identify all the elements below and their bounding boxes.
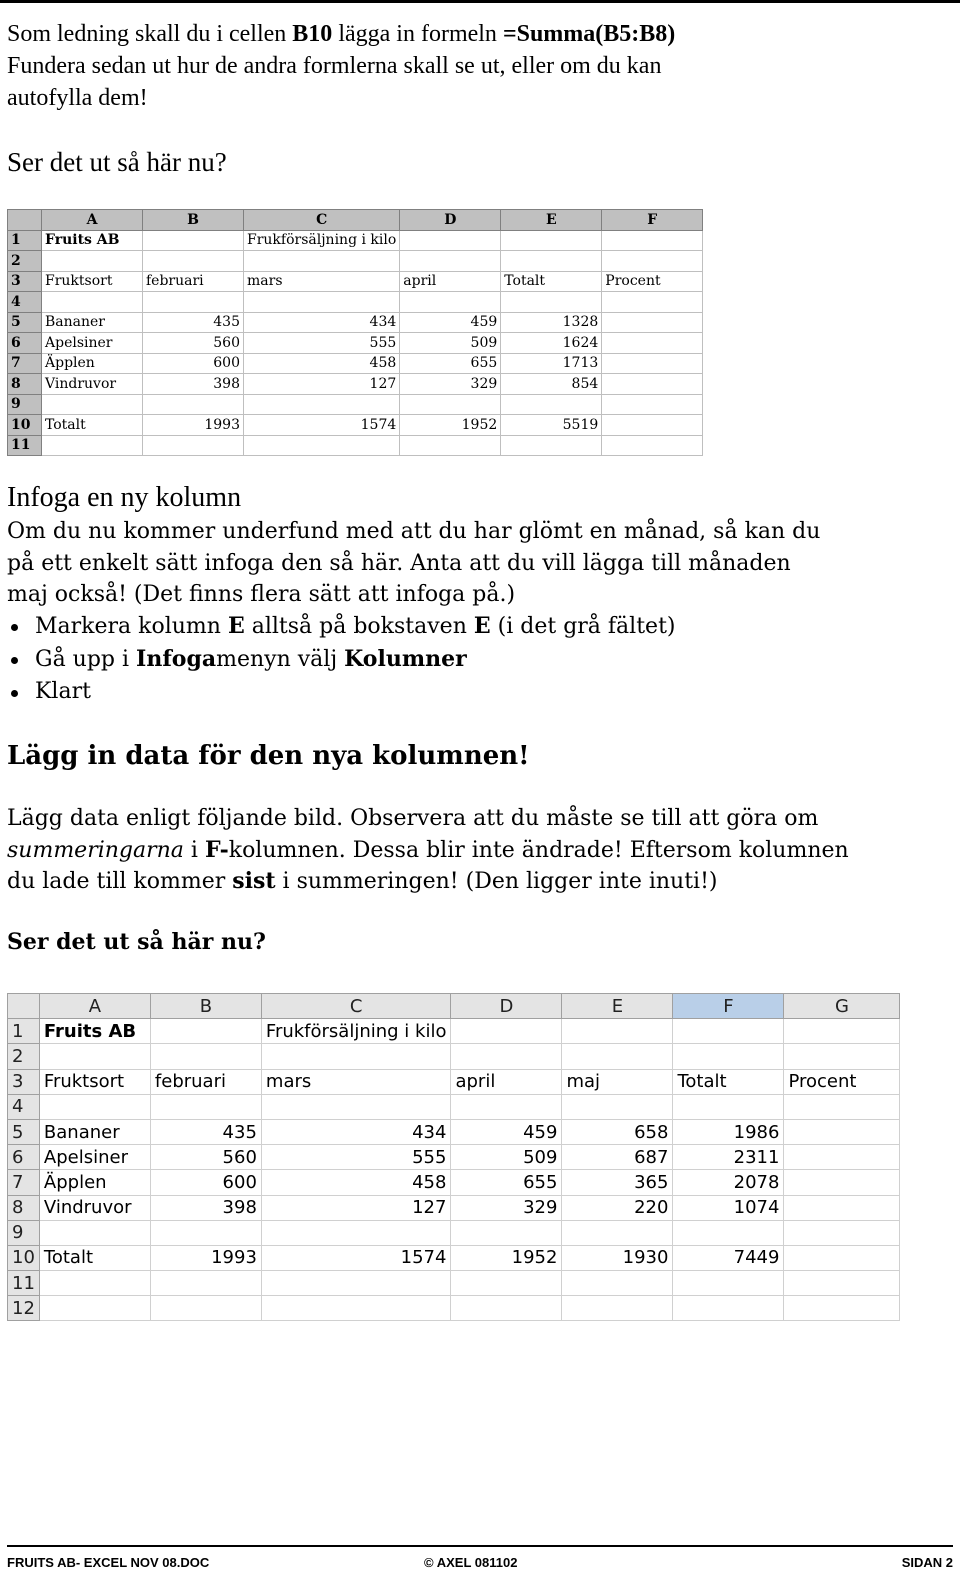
para-bold: sist: [232, 868, 276, 894]
row-header[interactable]: 8: [8, 374, 42, 395]
table-row: [8, 1145, 900, 1170]
table-cell[interactable]: [602, 415, 703, 436]
table-cell[interactable]: 655: [400, 353, 501, 374]
table-cell[interactable]: [673, 1094, 784, 1119]
table-cell[interactable]: 509: [451, 1145, 562, 1170]
table-cell[interactable]: mars: [244, 271, 400, 292]
table-cell[interactable]: [501, 230, 602, 251]
table-cell[interactable]: 1952: [400, 415, 501, 436]
table-cell[interactable]: Bananer: [39, 1119, 150, 1144]
table-cell[interactable]: 459: [451, 1119, 562, 1144]
table-cell[interactable]: [673, 1296, 784, 1321]
table-cell[interactable]: [451, 1019, 562, 1044]
row-header[interactable]: 6: [8, 1145, 40, 1170]
table-cell[interactable]: 7449: [673, 1245, 784, 1270]
table-cell[interactable]: [150, 1296, 261, 1321]
table-cell[interactable]: Frukförsäljning i kilo: [261, 1019, 451, 1044]
table-cell[interactable]: [143, 251, 244, 272]
column-header[interactable]: B: [143, 210, 244, 231]
table-cell[interactable]: 434: [244, 312, 400, 333]
list-text: alltså på bokstaven: [244, 614, 474, 639]
table-cell[interactable]: [673, 1019, 784, 1044]
row-header[interactable]: 11: [8, 1271, 40, 1296]
table-cell[interactable]: Procent: [784, 1069, 900, 1094]
table-cell[interactable]: [42, 435, 143, 456]
row-header[interactable]: 7: [8, 353, 42, 374]
table-cell[interactable]: 854: [501, 374, 602, 395]
para-line: Lägg data enligt följande bild. Observera att du måste se till att göra om: [7, 806, 819, 831]
table-cell[interactable]: april: [451, 1069, 562, 1094]
sheet-2-body: [8, 1019, 900, 1321]
table-cell[interactable]: [602, 251, 703, 272]
table-cell[interactable]: Fruits AB: [42, 230, 143, 251]
row-header[interactable]: 5: [8, 312, 42, 333]
table-cell[interactable]: 1952: [451, 1245, 562, 1270]
table-cell[interactable]: 555: [261, 1145, 451, 1170]
table-cell[interactable]: 1713: [501, 353, 602, 374]
table-cell[interactable]: 1574: [244, 415, 400, 436]
heading-insert-column: Infoga en ny kolumn: [7, 482, 242, 513]
table-cell[interactable]: [602, 333, 703, 354]
table-cell[interactable]: Fruktsort: [39, 1069, 150, 1094]
intro-line-1: [7, 18, 675, 50]
table-cell[interactable]: [784, 1296, 900, 1321]
table-cell[interactable]: Äpplen: [42, 353, 143, 374]
table-cell[interactable]: [784, 1170, 900, 1195]
table-cell[interactable]: [400, 394, 501, 415]
select-all-corner[interactable]: [8, 210, 42, 231]
table-cell[interactable]: 655: [451, 1170, 562, 1195]
table-row: [8, 1296, 900, 1321]
table-cell[interactable]: [261, 1220, 451, 1245]
table-cell[interactable]: 329: [400, 374, 501, 395]
table-cell[interactable]: [501, 435, 602, 456]
intro-question: Ser det ut så här nu?: [7, 147, 227, 177]
row-header[interactable]: 6: [8, 333, 42, 354]
row-header[interactable]: 1: [8, 230, 42, 251]
table-cell[interactable]: [244, 251, 400, 272]
sheet-1-body: [8, 230, 703, 456]
intro-line-3: autofylla dem!: [7, 85, 148, 111]
table-cell[interactable]: [602, 394, 703, 415]
table-cell[interactable]: [451, 1271, 562, 1296]
table-cell[interactable]: [143, 230, 244, 251]
list-text: Markera kolumn: [35, 614, 228, 639]
table-cell[interactable]: [39, 1044, 150, 1069]
table-cell[interactable]: [784, 1019, 900, 1044]
table-cell[interactable]: Vindruvor: [39, 1195, 150, 1220]
add-data-paragraph: [7, 803, 849, 898]
para-text: du lade till kommer: [7, 869, 233, 894]
row-header[interactable]: 9: [8, 394, 42, 415]
table-cell[interactable]: 2078: [673, 1170, 784, 1195]
table-cell[interactable]: [673, 1044, 784, 1069]
table-cell[interactable]: [562, 1044, 673, 1069]
row-header[interactable]: 2: [8, 1044, 40, 1069]
table-cell[interactable]: [784, 1271, 900, 1296]
table-cell[interactable]: [244, 435, 400, 456]
table-cell[interactable]: 398: [150, 1195, 261, 1220]
table-cell[interactable]: [400, 435, 501, 456]
para-text: i summeringen! (Den ligger inte inuti!): [275, 869, 718, 894]
table-cell[interactable]: 1986: [673, 1119, 784, 1144]
table-cell[interactable]: 600: [143, 353, 244, 374]
table-row: [8, 1195, 900, 1220]
table-cell[interactable]: [244, 292, 400, 313]
list-text: Gå upp i: [35, 647, 137, 672]
top-rule: [0, 0, 960, 3]
page-footer: [7, 1545, 953, 1573]
table-cell[interactable]: 329: [451, 1195, 562, 1220]
para-italic: summeringarna: [7, 837, 184, 863]
table-cell[interactable]: [400, 292, 501, 313]
intro-text-part: lägga in formeln: [332, 21, 503, 47]
column-header[interactable]: E: [562, 994, 673, 1019]
column-header[interactable]: D: [400, 210, 501, 231]
column-header[interactable]: D: [451, 994, 562, 1019]
table-cell[interactable]: [244, 394, 400, 415]
table-cell[interactable]: [562, 1296, 673, 1321]
list-bold: E: [473, 613, 491, 639]
table-row: [8, 230, 703, 251]
table-cell[interactable]: 458: [244, 353, 400, 374]
table-row: [8, 251, 703, 272]
column-header-selected[interactable]: F: [673, 994, 784, 1019]
table-cell[interactable]: 5519: [501, 415, 602, 436]
table-cell[interactable]: 435: [143, 312, 244, 333]
table-cell[interactable]: [39, 1220, 150, 1245]
intro-text: [7, 18, 675, 178]
intro-text-part: Som ledning skall du i cellen: [7, 21, 293, 47]
table-cell[interactable]: [451, 1220, 562, 1245]
para-text: i: [183, 837, 205, 863]
table-cell[interactable]: 1574: [261, 1245, 451, 1270]
table-cell[interactable]: 1993: [150, 1245, 261, 1270]
table-cell[interactable]: [501, 251, 602, 272]
table-cell[interactable]: Fruits AB: [39, 1019, 150, 1044]
table-row: [8, 374, 703, 395]
table-cell[interactable]: 509: [400, 333, 501, 354]
table-cell[interactable]: 2311: [673, 1145, 784, 1170]
table-cell[interactable]: [150, 1220, 261, 1245]
table-cell[interactable]: 1993: [143, 415, 244, 436]
second-question: Ser det ut så här nu?: [7, 929, 266, 955]
table-cell[interactable]: [784, 1245, 900, 1270]
table-cell[interactable]: mars: [261, 1069, 451, 1094]
table-cell[interactable]: [562, 1019, 673, 1044]
footer-copyright: © AXEL 081102: [424, 1555, 518, 1570]
row-header[interactable]: 10: [8, 415, 42, 436]
table-cell[interactable]: 435: [150, 1119, 261, 1144]
table-row: [8, 292, 703, 313]
table-cell[interactable]: Totalt: [42, 415, 143, 436]
table-cell[interactable]: [261, 1271, 451, 1296]
table-cell[interactable]: [602, 435, 703, 456]
formula-text: =Summa(B5:B8): [502, 21, 676, 47]
table-cell[interactable]: [562, 1220, 673, 1245]
table-cell[interactable]: [143, 435, 244, 456]
table-cell[interactable]: [602, 312, 703, 333]
table-cell[interactable]: Bananer: [42, 312, 143, 333]
table-cell[interactable]: [451, 1044, 562, 1069]
table-cell[interactable]: [501, 292, 602, 313]
table-cell[interactable]: 600: [150, 1170, 261, 1195]
table-row: [8, 1245, 900, 1270]
table-row: [8, 394, 703, 415]
table-cell[interactable]: 658: [562, 1119, 673, 1144]
table-cell[interactable]: [143, 394, 244, 415]
table-cell[interactable]: [42, 292, 143, 313]
table-row: [8, 1019, 900, 1044]
instruction-list: [7, 610, 676, 708]
table-row: [8, 312, 703, 333]
table-cell[interactable]: maj: [562, 1069, 673, 1094]
table-cell[interactable]: Apelsiner: [42, 333, 143, 354]
list-item: [7, 610, 676, 643]
table-row: [8, 353, 703, 374]
table-row: [8, 1044, 900, 1069]
list-item: [7, 643, 676, 676]
table-cell[interactable]: 127: [244, 374, 400, 395]
list-item: Klart: [7, 676, 676, 708]
list-bold: Infoga: [136, 646, 217, 672]
table-cell[interactable]: april: [400, 271, 501, 292]
row-header[interactable]: 12: [8, 1296, 40, 1321]
table-cell[interactable]: 220: [562, 1195, 673, 1220]
list-bold: Kolumner: [344, 646, 467, 672]
table-cell[interactable]: Procent: [602, 271, 703, 292]
table-cell[interactable]: [602, 292, 703, 313]
table-cell[interactable]: 459: [400, 312, 501, 333]
row-header[interactable]: 4: [8, 1094, 40, 1119]
para-text: kolumnen. Dessa blir inte ändrade! Eftersom kolumnen: [228, 837, 849, 863]
column-header[interactable]: E: [501, 210, 602, 231]
table-cell[interactable]: Apelsiner: [39, 1145, 150, 1170]
insert-column-paragraph: Om du nu kommer underfund med att du har glömt en månad, så kan du på ett enkelt sätt infoga den så här. Anta att du vill lägga till månaden maj också! (Det finns flera sätt att infoga på.): [7, 519, 821, 607]
intro-line-2: Fundera sedan ut hur de andra formlerna skall se ut, eller om du kan: [7, 53, 662, 79]
table-row: [8, 1170, 900, 1195]
para-line: [7, 866, 849, 898]
column-header[interactable]: F: [602, 210, 703, 231]
table-cell[interactable]: [602, 353, 703, 374]
table-row: [8, 415, 703, 436]
table-cell[interactable]: [143, 292, 244, 313]
table-cell[interactable]: 434: [261, 1119, 451, 1144]
table-cell[interactable]: [784, 1119, 900, 1144]
cell-reference: B10: [292, 21, 333, 47]
list-text: (i det grå fältet): [490, 614, 676, 639]
table-cell[interactable]: [673, 1271, 784, 1296]
spreadsheet-2: [7, 993, 900, 1321]
column-header[interactable]: A: [39, 994, 150, 1019]
table-cell[interactable]: 687: [562, 1145, 673, 1170]
column-header[interactable]: C: [244, 210, 400, 231]
table-cell[interactable]: [673, 1220, 784, 1245]
para-line: [7, 835, 849, 867]
table-cell[interactable]: 127: [261, 1195, 451, 1220]
table-row: [8, 271, 703, 292]
table-cell[interactable]: Vindruvor: [42, 374, 143, 395]
table-cell[interactable]: [42, 251, 143, 272]
table-cell[interactable]: 560: [150, 1145, 261, 1170]
table-cell[interactable]: [42, 394, 143, 415]
table-cell[interactable]: 398: [143, 374, 244, 395]
table-cell[interactable]: [602, 374, 703, 395]
table-cell[interactable]: [261, 1094, 451, 1119]
table-cell[interactable]: 560: [143, 333, 244, 354]
row-header[interactable]: 4: [8, 292, 42, 313]
table-row: [8, 1220, 900, 1245]
select-all-corner[interactable]: [8, 994, 40, 1019]
row-header[interactable]: 5: [8, 1119, 40, 1144]
row-header[interactable]: 11: [8, 435, 42, 456]
heading-add-data: Lägg in data för den nya kolumnen!: [7, 741, 530, 771]
table-cell[interactable]: Äpplen: [39, 1170, 150, 1195]
row-header[interactable]: 2: [8, 251, 42, 272]
table-cell[interactable]: [39, 1296, 150, 1321]
table-cell[interactable]: [400, 230, 501, 251]
table-row: [8, 1094, 900, 1119]
row-header[interactable]: 7: [8, 1170, 40, 1195]
table-cell[interactable]: 1074: [673, 1195, 784, 1220]
row-header[interactable]: 3: [8, 271, 42, 292]
table-cell[interactable]: [150, 1271, 261, 1296]
table-cell[interactable]: [562, 1094, 673, 1119]
column-header[interactable]: A: [42, 210, 143, 231]
table-cell[interactable]: 555: [244, 333, 400, 354]
table-row: [8, 1069, 900, 1094]
column-header[interactable]: B: [150, 994, 261, 1019]
para-bold: F-: [204, 836, 229, 863]
table-cell[interactable]: [501, 394, 602, 415]
table-cell[interactable]: 365: [562, 1170, 673, 1195]
table-cell[interactable]: [784, 1094, 900, 1119]
table-cell[interactable]: [261, 1044, 451, 1069]
row-header[interactable]: 3: [8, 1069, 40, 1094]
table-cell[interactable]: Fruktsort: [42, 271, 143, 292]
table-cell[interactable]: Totalt: [501, 271, 602, 292]
table-row: [8, 1271, 900, 1296]
table-cell[interactable]: [451, 1296, 562, 1321]
table-row: [8, 1119, 900, 1144]
table-cell[interactable]: [150, 1019, 261, 1044]
table-cell[interactable]: [400, 251, 501, 272]
table-cell[interactable]: [784, 1220, 900, 1245]
row-header[interactable]: 8: [8, 1195, 40, 1220]
table-cell[interactable]: 458: [261, 1170, 451, 1195]
footer-page-number: SIDAN 2: [901, 1555, 953, 1570]
table-cell[interactable]: [39, 1094, 150, 1119]
column-header[interactable]: C: [261, 994, 451, 1019]
table-cell[interactable]: [602, 230, 703, 251]
row-header[interactable]: 1: [8, 1019, 40, 1044]
table-cell[interactable]: Totalt: [673, 1069, 784, 1094]
column-header-row: [8, 210, 703, 231]
list-text: menyn välj: [216, 647, 345, 672]
table-cell[interactable]: [39, 1271, 150, 1296]
table-cell[interactable]: [784, 1044, 900, 1069]
table-cell[interactable]: februari: [143, 271, 244, 292]
footer-filename: FRUITS AB- EXCEL NOV 08.DOC: [7, 1555, 210, 1570]
table-cell[interactable]: [261, 1296, 451, 1321]
table-cell[interactable]: 1624: [501, 333, 602, 354]
table-cell[interactable]: [562, 1271, 673, 1296]
row-header[interactable]: 9: [8, 1220, 40, 1245]
table-row: [8, 435, 703, 456]
table-cell[interactable]: Totalt: [39, 1245, 150, 1270]
row-header[interactable]: 10: [8, 1245, 40, 1270]
table-cell[interactable]: 1930: [562, 1245, 673, 1270]
table-cell[interactable]: [150, 1094, 261, 1119]
table-row: [8, 333, 703, 354]
table-cell[interactable]: Frukförsäljning i kilo: [244, 230, 400, 251]
column-header[interactable]: G: [784, 994, 900, 1019]
table-cell[interactable]: [451, 1094, 562, 1119]
list-bold: E: [227, 613, 245, 639]
column-header-row: [8, 994, 900, 1019]
spreadsheet-1: [7, 209, 703, 456]
table-cell[interactable]: februari: [150, 1069, 261, 1094]
table-cell[interactable]: 1328: [501, 312, 602, 333]
table-cell[interactable]: [784, 1195, 900, 1220]
table-cell[interactable]: [784, 1145, 900, 1170]
table-cell[interactable]: [150, 1044, 261, 1069]
